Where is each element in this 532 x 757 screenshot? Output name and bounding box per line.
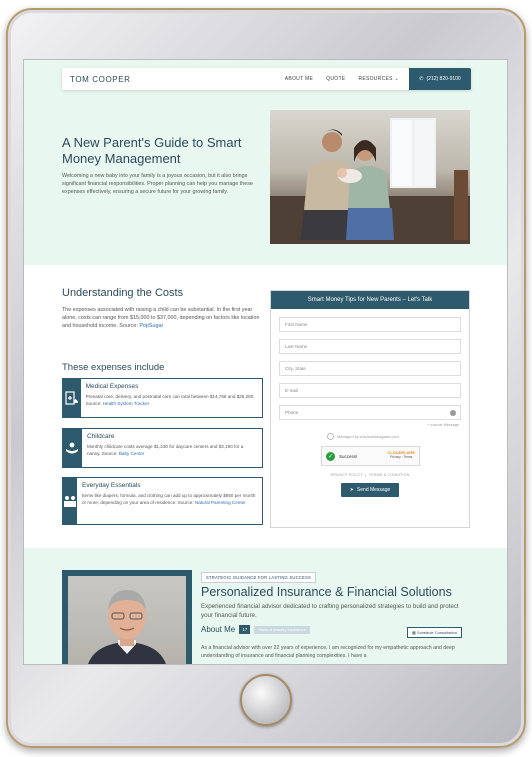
years-label: Years of industry experience	[254, 626, 310, 634]
screen	[24, 60, 507, 664]
costs-title: Understanding the Costs	[62, 287, 184, 299]
source-link-popsugar[interactable]: PopSugar	[139, 323, 164, 329]
source-link[interactable]: Health System Tracker	[102, 400, 150, 406]
card-title: Childcare	[86, 433, 115, 440]
brand-logo[interactable]: TOM COOPER	[70, 74, 131, 84]
hero-section	[24, 60, 507, 265]
calendar-icon: ▦	[412, 630, 416, 635]
nav-item-about[interactable]: ABOUT ME	[284, 76, 314, 82]
medical-icon	[63, 379, 81, 417]
phone-number: (212) 820-9100	[426, 76, 461, 82]
family-photo	[270, 110, 470, 244]
expense-card-childcare	[62, 428, 263, 468]
years-badge: 17	[239, 625, 250, 634]
advisor-subtitle: Experienced financial advisor dedicated to crafting personalized strategies to build and protect your financial future.	[201, 603, 459, 619]
contact-form	[270, 290, 470, 528]
phone-field[interactable]: Phone	[279, 405, 461, 420]
expense-card-essentials	[62, 477, 263, 525]
last-name-field[interactable]: Last Name	[279, 339, 461, 354]
first-name-field[interactable]: First Name	[279, 317, 461, 332]
about-me-heading: About Me	[201, 625, 236, 634]
card-title: Everyday Essentials	[82, 482, 141, 489]
terms-link[interactable]: TERMS & CONDITION	[368, 473, 410, 477]
advisor-bio: As a financial advisor with over 22 years of experience, I am recognized for my empathetic approach and deep understanding of insurance and financial planning complexities. I have a	[201, 645, 455, 659]
managed-by: Managed by AdvisorNavigator.com	[327, 433, 469, 440]
nav-item-quote[interactable]: QUOTE	[326, 76, 346, 82]
captcha-widget[interactable]	[321, 446, 420, 466]
captcha-status: Success!	[339, 453, 358, 459]
include-message-toggle[interactable]: + include Message	[427, 423, 459, 427]
nav-item-resources[interactable]: RESOURCES ⌄	[358, 76, 399, 82]
form-links: PRIVACY POLICY | TERMS & CONDITION	[330, 473, 410, 477]
advisor-section	[24, 548, 507, 664]
card-text: Monthly childcare costs average $1,230 for daycare centers and $3,190 for a nanny. Source: Baby Center	[86, 444, 244, 456]
privacy-link[interactable]: PRIVACY POLICY	[330, 473, 363, 477]
childcare-icon	[63, 429, 82, 467]
advisor-photo	[62, 570, 192, 664]
send-icon: ➤	[349, 487, 354, 493]
source-link[interactable]: Baby Center	[118, 450, 145, 456]
email-field[interactable]: E-mail	[279, 383, 461, 398]
expense-card-medical	[62, 378, 263, 418]
card-title: Medical Expenses	[85, 383, 139, 390]
phone-icon: ✆	[419, 76, 424, 82]
advisor-navigator-icon	[327, 433, 334, 440]
schedule-consultation-button[interactable]: ▦ Schedule Consultation	[407, 627, 462, 638]
hero-text: Welcoming a new baby into your family is a joyous occasion, but it also brings significant financial responsibilities. Proper planning can help you manage these expenses effectively, ensuring a secure future for your growing family.	[62, 173, 253, 195]
costs-section	[24, 265, 507, 548]
form-title: Smart Money Tips for New Parents – Let's Talk	[271, 291, 469, 309]
card-text: Prenatal care, delivery, and postnatal care can total between $14,768 and $26,280. Source: Health System Tracker	[85, 394, 255, 406]
section-tag: STRATEGIC GUIDANCE FOR LASTING SUCCESS	[201, 572, 316, 583]
advisor-title: Personalized Insurance & Financial Solutions	[201, 585, 452, 599]
city-state-field[interactable]: City, State	[279, 361, 461, 376]
home-button[interactable]	[240, 674, 292, 726]
phone-button[interactable]	[409, 68, 471, 90]
hero-title: A New Parent's Guide to Smart Money Management	[62, 135, 242, 166]
about-me-row	[201, 625, 310, 634]
source-link[interactable]: Natural Parenting Center	[194, 499, 246, 505]
expenses-title: These expenses include	[62, 362, 165, 373]
nav-menu	[285, 76, 399, 82]
navbar	[62, 68, 471, 90]
card-text: Items like diapers, formula, and clothing can add up to approximately $950 per month or more, depending on your area of residence. Source: Natural Parenting Center	[82, 493, 256, 505]
essentials-icon	[63, 478, 77, 524]
send-message-button[interactable]: ➤ Send Message	[341, 483, 399, 497]
info-icon	[450, 410, 456, 416]
costs-intro: The expenses associated with raising a child can be substantial. In the first year alone, costs can range from $15,000 to $37,000, depending on factors like location and household income. Source: PopSugar	[62, 307, 260, 329]
cloudflare-logo: CLOUDFLARE Privacy · Terms	[387, 450, 415, 459]
check-icon: ✓	[327, 453, 334, 460]
